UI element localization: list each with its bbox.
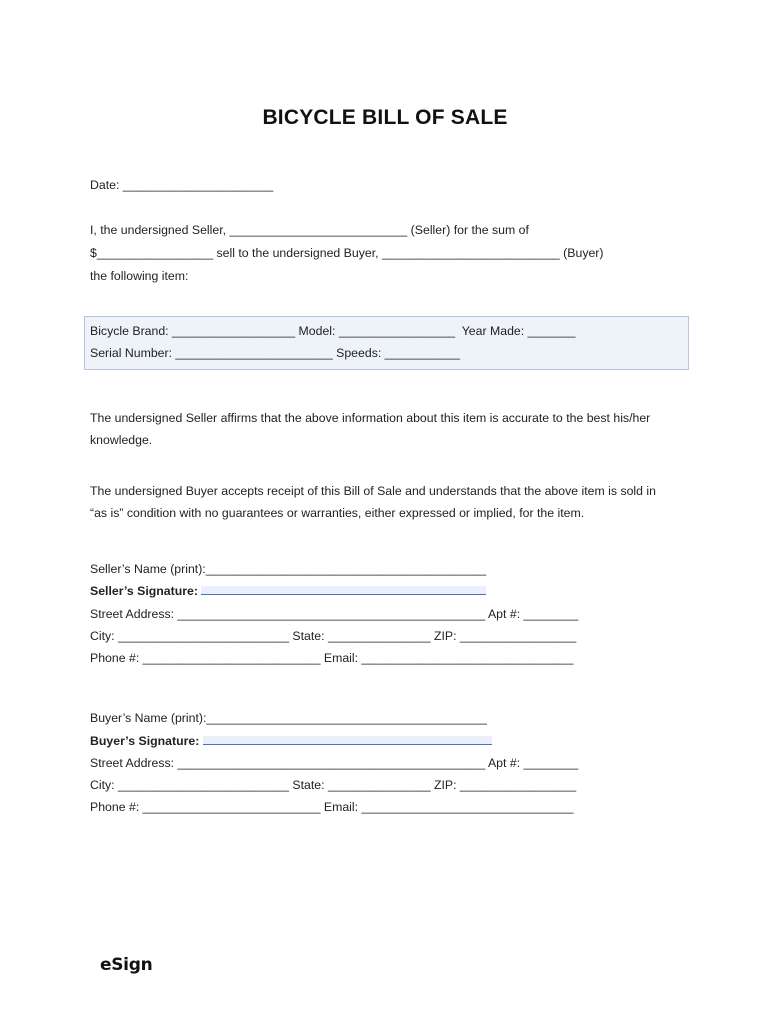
seller-street-line: Street Address: _____________________________________________ Apt #: ________ xyxy=(90,607,579,621)
buyer-street-line: Street Address: _____________________________________________ Apt #: ________ xyxy=(90,756,579,770)
date-line: Date: ______________________ xyxy=(90,178,274,192)
accept-line-2: “as is” condition with no guarantees or warranties, either expressed or implied, for the item. xyxy=(90,506,585,520)
buyer-phone-line: Phone #: __________________________ Email: _______________________________ xyxy=(90,800,574,814)
intro-line-1: I, the undersigned Seller, __________________________ (Seller) for the sum of xyxy=(90,223,529,237)
intro-line-2: $_________________ sell to the undersigned Buyer, __________________________ (Buyer) xyxy=(90,246,604,260)
buyer-signature-line xyxy=(90,733,492,749)
seller-signature-label: Seller’s Signature: xyxy=(90,584,202,598)
buyer-name-line: Buyer’s Name (print):_________________________________________ xyxy=(90,711,487,725)
seller-city-line: City: _________________________ State: _______________ ZIP: _________________ xyxy=(90,629,577,643)
esign-logo: eSign xyxy=(100,955,153,975)
buyer-signature-field[interactable] xyxy=(203,736,492,745)
item-line-brand-model-year: Bicycle Brand: __________________ Model: _________________ Year Made: _______ xyxy=(90,324,576,338)
seller-signature-line xyxy=(90,583,486,599)
seller-phone-line: Phone #: __________________________ Email: _______________________________ xyxy=(90,651,574,665)
seller-signature-field[interactable] xyxy=(201,586,486,595)
item-line-serial-speeds: Serial Number: _______________________ Speeds: ___________ xyxy=(90,346,460,360)
affirm-line-2: knowledge. xyxy=(90,433,153,447)
buyer-signature-label: Buyer’s Signature: xyxy=(90,734,203,748)
intro-line-3: the following item: xyxy=(90,269,189,283)
affirm-line-1: The undersigned Seller affirms that the above information about this item is accurate to the best his/her xyxy=(90,411,651,425)
seller-name-line: Seller’s Name (print):_________________________________________ xyxy=(90,562,487,576)
buyer-city-line: City: _________________________ State: _______________ ZIP: _________________ xyxy=(90,778,577,792)
document-title: BICYCLE BILL OF SALE xyxy=(262,106,508,129)
accept-line-1: The undersigned Buyer accepts receipt of this Bill of Sale and understands that the above item is sold in xyxy=(90,484,656,498)
